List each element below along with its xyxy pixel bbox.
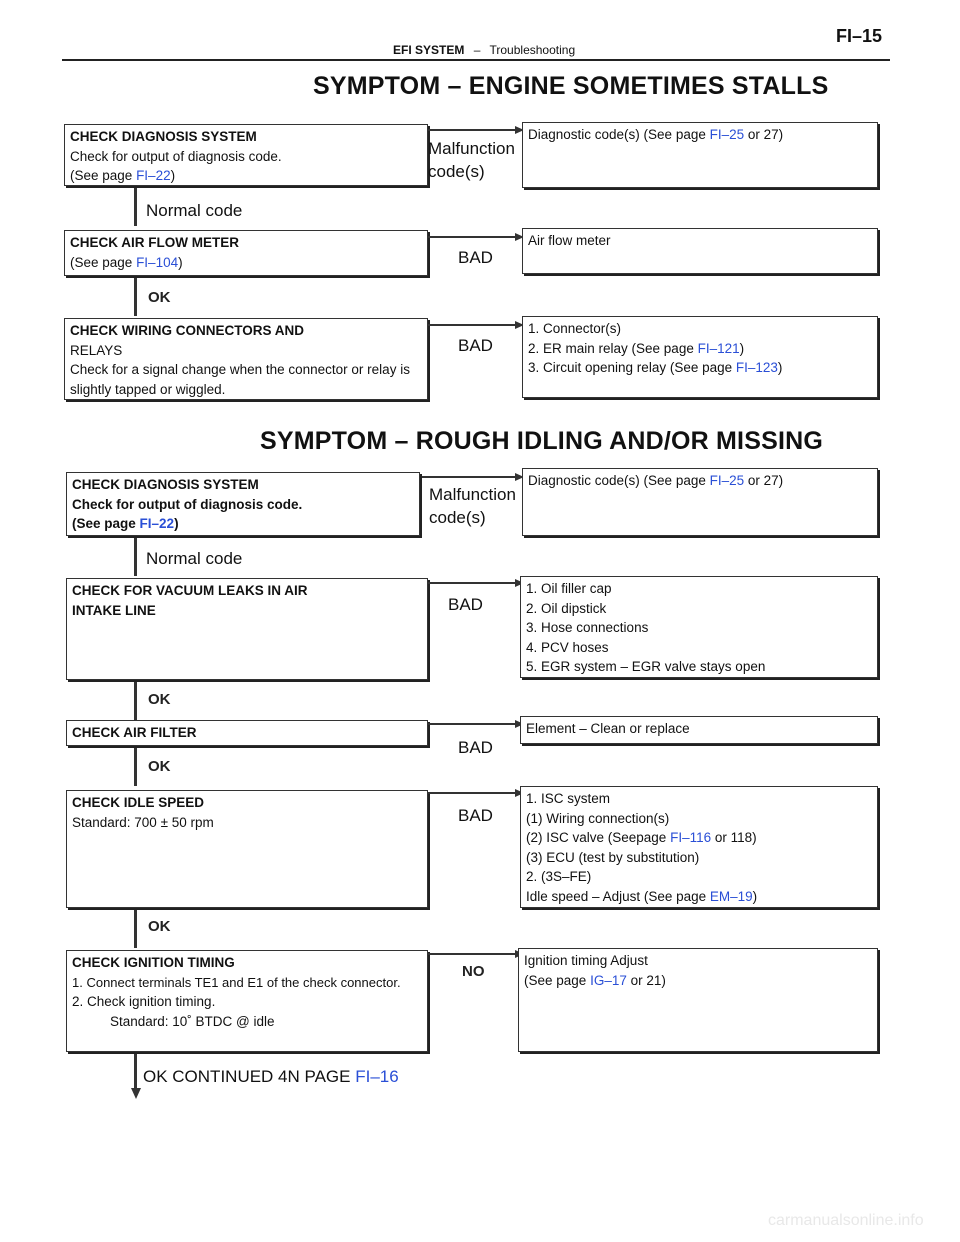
arrow-down xyxy=(131,1088,141,1099)
branch-arrow xyxy=(428,236,516,238)
result-text: Ignition timing Adjust xyxy=(524,953,648,968)
result-text: Element – Clean or replace xyxy=(526,721,690,736)
symptom2-title: SYMPTOM – ROUGH IDLING AND/OR MISSING xyxy=(260,427,823,455)
result-text: 4. PCV hoses xyxy=(526,639,609,655)
footer-watermark: carmanualsonline.info xyxy=(768,1212,924,1229)
branch-label: BAD xyxy=(458,336,493,355)
step-heading: CHECK DIAGNOSIS SYSTEM xyxy=(72,477,259,492)
section-name: EFI SYSTEM xyxy=(393,43,465,57)
page-link[interactable]: IG–17 xyxy=(590,972,627,988)
flow-line xyxy=(134,538,137,576)
step-heading: CHECK AIR FILTER xyxy=(72,725,197,740)
page-number: FI–15 xyxy=(836,26,883,46)
header-section xyxy=(393,43,575,57)
s2-result1-box xyxy=(522,468,878,536)
result-text: (3) ECU (test by substitution) xyxy=(526,849,700,865)
step-text: Check for a signal change when the connector or relay is xyxy=(70,362,410,377)
step-text: RELAYS xyxy=(70,342,123,358)
page-link[interactable]: FI–25 xyxy=(709,127,745,142)
symptom1-title: SYMPTOM – ENGINE SOMETIMES STALLS xyxy=(313,72,829,100)
flow-line xyxy=(134,910,137,948)
header-rule xyxy=(62,59,890,61)
branch-arrow xyxy=(422,476,516,478)
s1-step3-box xyxy=(64,318,428,400)
result-text: 2. Oil dipstick xyxy=(526,600,607,616)
branch-arrow xyxy=(428,129,516,131)
step-text: Check for output of diagnosis code. xyxy=(70,148,282,164)
step-text: slightly tapped or wiggled. xyxy=(70,381,226,397)
step-text: 1. Connect terminals TE1 and E1 of the check connector. xyxy=(72,974,401,990)
step-heading: CHECK FOR VACUUM LEAKS IN AIR xyxy=(72,583,308,598)
result-text: (See page IG–17 or 21) xyxy=(524,972,666,988)
flow-line xyxy=(134,682,137,720)
result-text: Diagnostic code(s) (See page FI–25 or 27) xyxy=(528,473,784,488)
branch-label: BAD xyxy=(458,248,493,267)
step-heading: CHECK IDLE SPEED xyxy=(72,795,205,810)
result-text: Idle speed – Adjust (See page EM–19) xyxy=(526,888,758,904)
s2-result5-box xyxy=(518,948,878,1052)
step-text: (See page FI–22) xyxy=(72,516,179,531)
step-text: Check for output of diagnosis code. xyxy=(72,496,303,512)
branch-label: BAD xyxy=(448,595,483,614)
page-link[interactable]: FI–104 xyxy=(136,254,179,270)
result-text: 1. ISC system xyxy=(526,791,611,806)
page-link[interactable]: EM–19 xyxy=(709,888,753,904)
result-text: (2) ISC valve (Seepage FI–116 or 118) xyxy=(526,830,757,845)
next-label: Normal code xyxy=(146,549,243,568)
header-separator: – xyxy=(473,43,481,57)
flow-line xyxy=(134,748,137,786)
result-text: (1) Wiring connection(s) xyxy=(526,810,670,826)
no-label: NO xyxy=(462,963,485,980)
step-heading: CHECK DIAGNOSIS SYSTEM xyxy=(70,129,257,144)
branch-label: Malfunction code(s) xyxy=(429,485,516,527)
result-text: 1. Connector(s) xyxy=(528,321,622,336)
s2-step4-box xyxy=(66,790,428,908)
step-text: (See page FI–22) xyxy=(70,168,176,183)
branch-label: Malfunction code(s) xyxy=(428,139,515,181)
s1-result1-box xyxy=(522,122,878,188)
page-link[interactable]: FI–121 xyxy=(697,340,740,356)
s2-step5-box xyxy=(66,950,428,1052)
s1-result2-box xyxy=(522,228,878,274)
result-text: Diagnostic code(s) (See page FI–25 or 27) xyxy=(528,127,784,142)
branch-arrow xyxy=(428,953,516,955)
step-text: Standard: 10˚ BTDC @ idle xyxy=(110,1013,275,1029)
ok-label: OK xyxy=(148,758,171,775)
flow-line xyxy=(134,188,137,226)
ok-label: OK xyxy=(148,289,171,306)
branch-label: BAD xyxy=(458,738,493,757)
s2-result4-box xyxy=(520,786,878,908)
s2-step2-box xyxy=(66,578,428,680)
s2-result2-box xyxy=(520,576,878,678)
page-link[interactable]: FI–22 xyxy=(139,516,175,531)
page-link[interactable]: FI–116 xyxy=(670,830,712,845)
step-text: Standard: 700 ± 50 rpm xyxy=(72,814,214,830)
step-text: 2. Check ignition timing. xyxy=(72,994,216,1009)
result-text: Air flow meter xyxy=(528,233,611,248)
page-link[interactable]: FI–22 xyxy=(136,168,171,183)
step-heading: INTAKE LINE xyxy=(72,602,156,618)
ok-label: OK xyxy=(148,691,171,708)
branch-arrow xyxy=(428,582,516,584)
result-text: 3. Circuit opening relay (See page FI–123) xyxy=(528,360,783,375)
step-text: (See page FI–104) xyxy=(70,254,183,270)
s1-step1-box xyxy=(64,124,428,186)
branch-label: BAD xyxy=(458,806,493,825)
result-text: 2. ER main relay (See page FI–121) xyxy=(528,340,745,356)
branch-arrow xyxy=(428,792,516,794)
s1-step2-box xyxy=(64,230,428,276)
step-heading: CHECK IGNITION TIMING xyxy=(72,955,235,970)
result-text: 2. (3S–FE) xyxy=(526,869,592,884)
branch-arrow xyxy=(428,723,516,725)
flow-line xyxy=(134,1054,137,1090)
result-text: 1. Oil filler cap xyxy=(526,581,612,596)
s2-step1-box xyxy=(66,472,420,536)
page-link[interactable]: FI–25 xyxy=(709,473,745,488)
result-text: 3. Hose connections xyxy=(526,620,649,635)
page-link[interactable]: FI–16 xyxy=(355,1067,399,1086)
subsection-name: Troubleshooting xyxy=(489,43,576,57)
flow-line xyxy=(134,278,137,316)
continued-label: OK CONTINUED 4N PAGE FI–16 xyxy=(143,1067,399,1086)
s1-result3-box xyxy=(522,316,878,398)
s2-step3-box xyxy=(66,720,428,746)
s2-result3-box xyxy=(520,716,878,744)
branch-arrow xyxy=(428,324,516,326)
next-label: Normal code xyxy=(146,201,243,220)
step-heading: CHECK WIRING CONNECTORS AND xyxy=(70,323,305,338)
result-text: 5. EGR system – EGR valve stays open xyxy=(526,659,766,674)
step-heading: CHECK AIR FLOW METER xyxy=(70,235,239,250)
page-link[interactable]: FI–123 xyxy=(735,360,778,375)
ok-label: OK xyxy=(148,918,171,935)
